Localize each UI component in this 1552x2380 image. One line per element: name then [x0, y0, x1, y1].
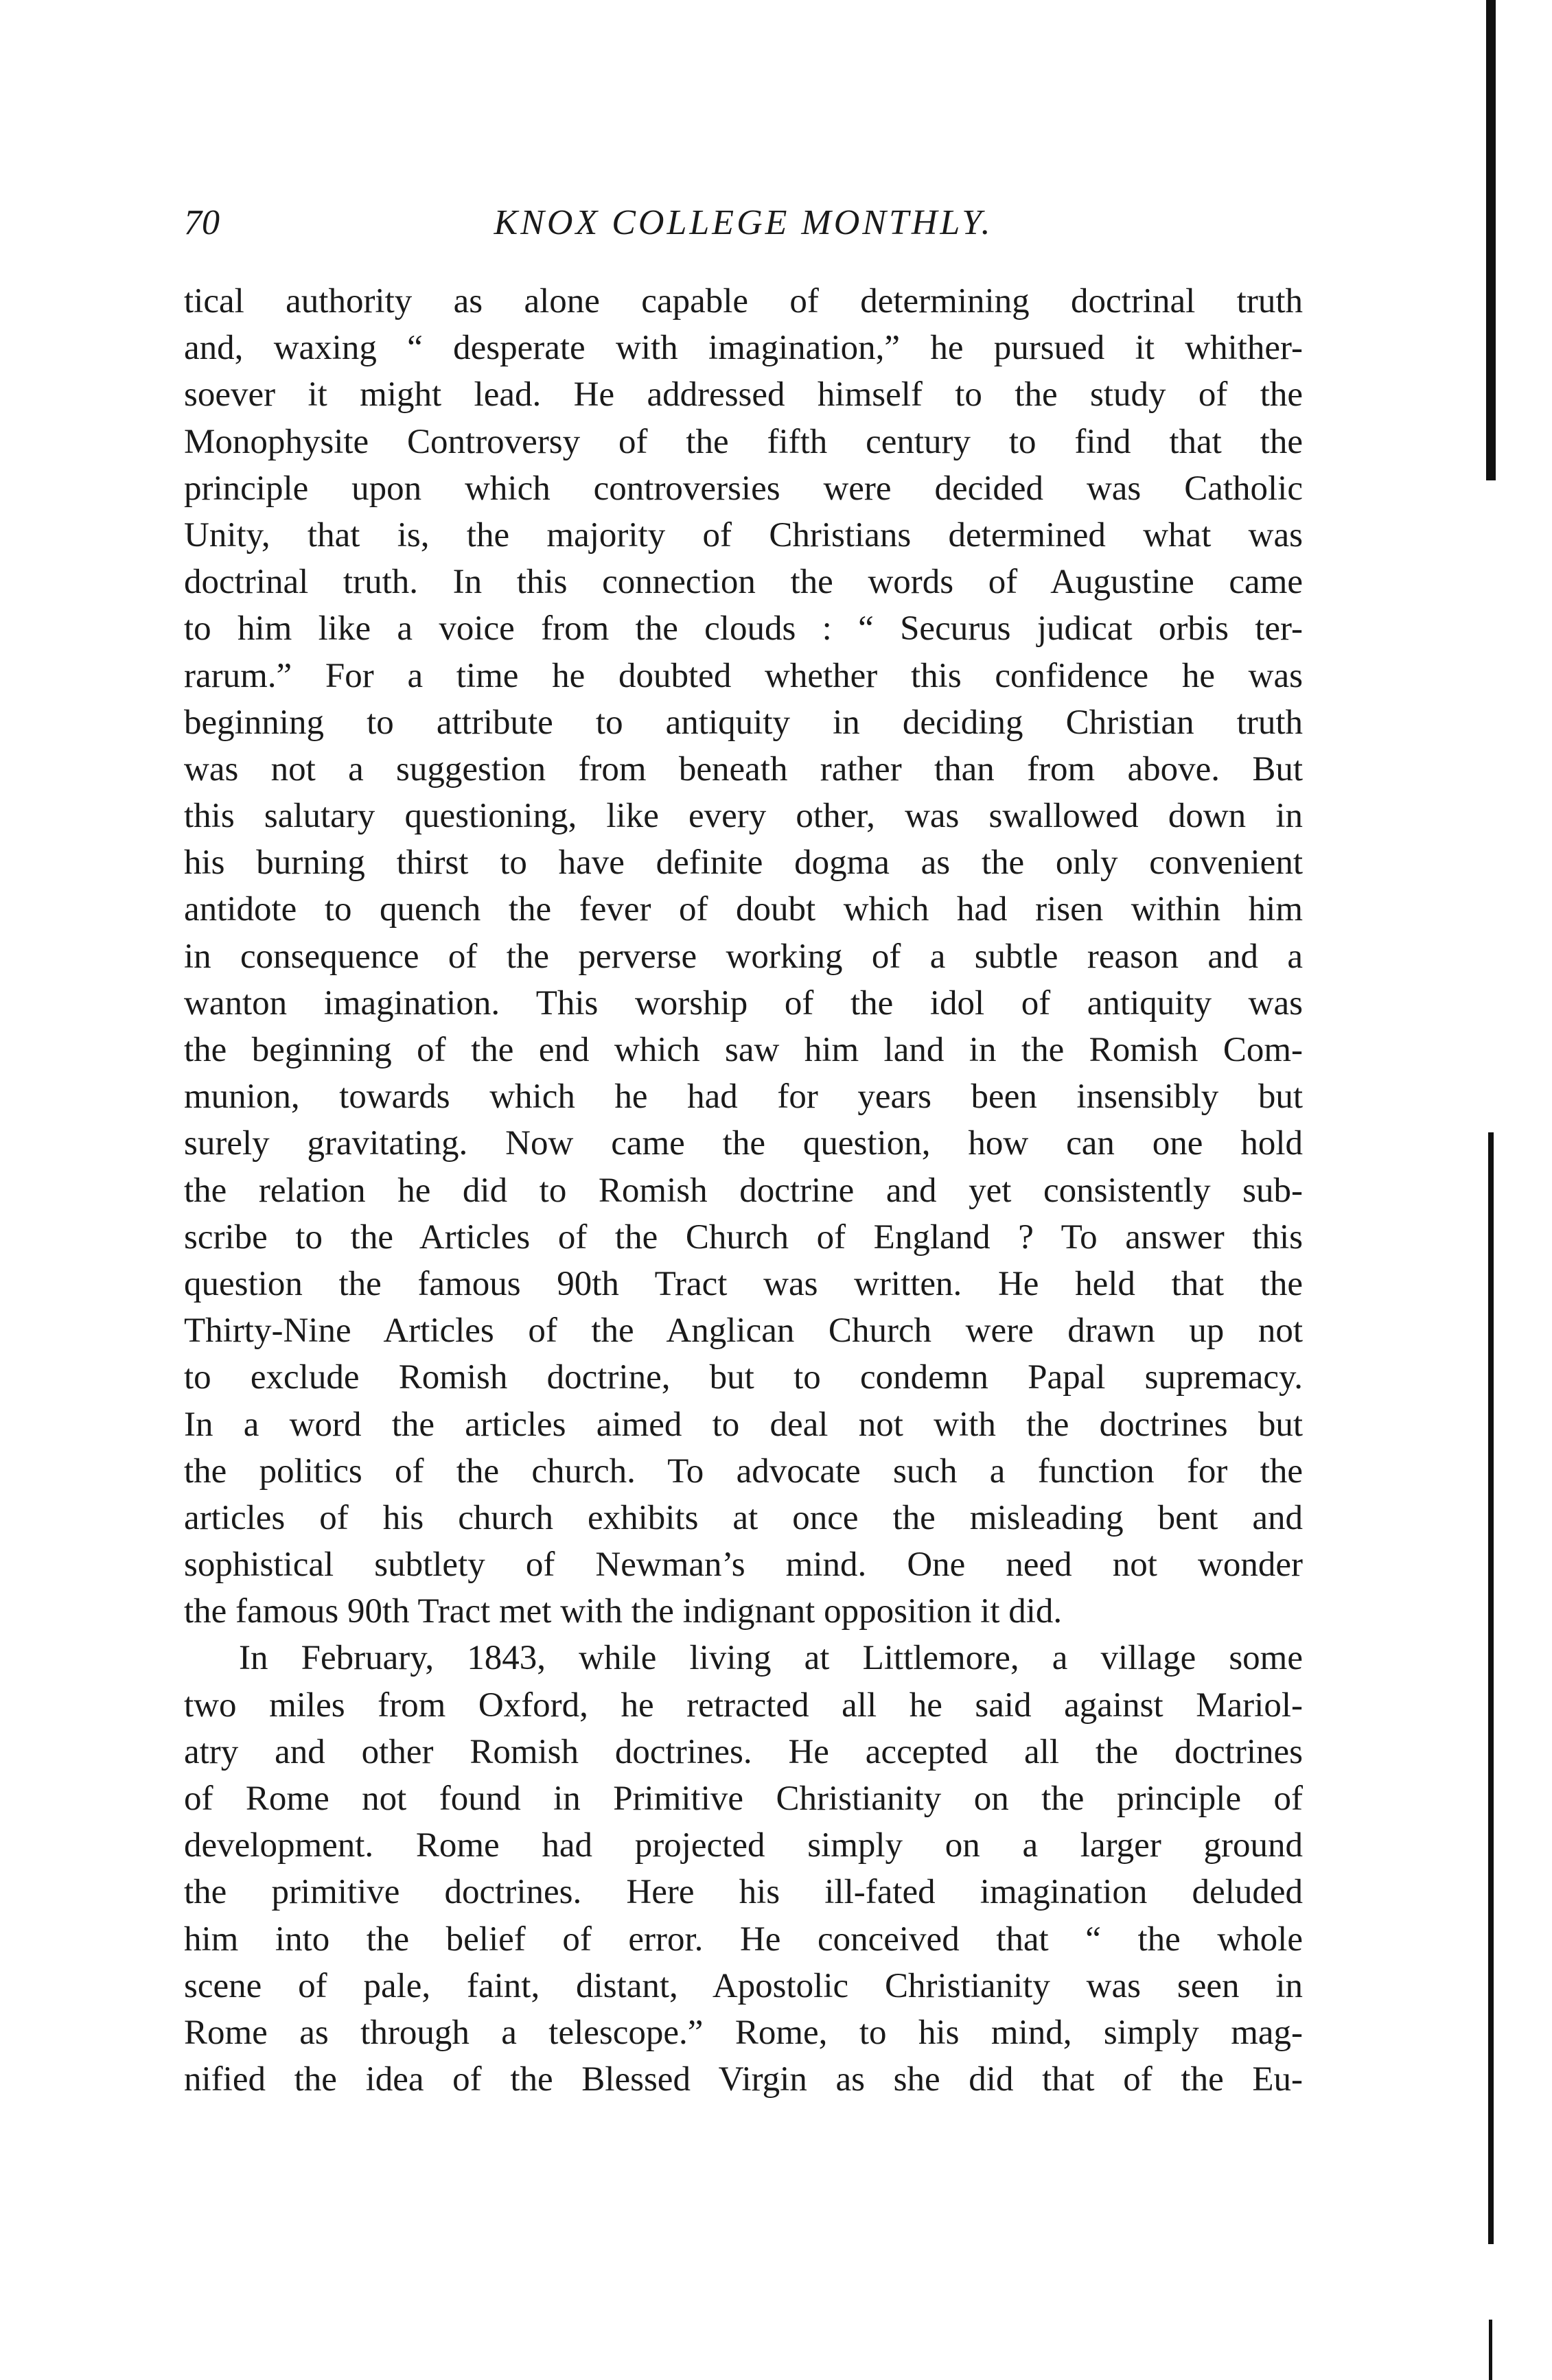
text-line: antidote to quench the fever of doubt which had risen within him: [184, 890, 1303, 929]
text-line: scene of pale, faint, distant, Apostolic Christianity was seen in: [184, 1966, 1303, 2005]
text-line: sophistical subtlety of Newman’s mind. One need not wonder: [184, 1545, 1303, 1585]
running-head: [184, 199, 1303, 247]
text-line: surely gravitating. Now came the question, how can one hold: [184, 1124, 1303, 1163]
text-line: to him like a voice from the clouds : “ Securus judicat orbis ter-: [184, 609, 1303, 649]
binding-shadow-middle: [1488, 1132, 1494, 2244]
text-line: and, waxing “ desperate with imagination,” he pursued it whither-: [184, 329, 1303, 368]
text-line: Rome as through a telescope.” Rome, to his mind, simply mag-: [184, 2013, 1303, 2052]
text-line: Unity, that is, the majority of Christians determined what was: [184, 515, 1303, 555]
text-line: scribe to the Articles of the Church of England ? To answer this: [184, 1217, 1303, 1257]
text-line: rarum.” For a time he doubted whether this confidence he was: [184, 656, 1303, 695]
text-line: question the famous 90th Tract was written. He held that the: [184, 1264, 1303, 1303]
text-line: tical authority as alone capable of determining doctrinal truth: [184, 282, 1303, 320]
text-line: doctrinal truth. In this connection the words of Augustine came: [184, 563, 1303, 602]
text-line: wanton imagination. This worship of the idol of antiquity was: [184, 983, 1303, 1023]
text-line: the relation he did to Romish doctrine and yet consistently sub-: [184, 1171, 1303, 1210]
text-line: the politics of the church. To advocate such a function for the: [184, 1451, 1303, 1491]
text-line: principle upon which controversies were decided was Catholic: [184, 469, 1303, 508]
binding-shadow-top: [1486, 0, 1496, 480]
binding-shadow-bottom: [1489, 2320, 1492, 2380]
text-line: articles of his church exhibits at once the misleading bent and: [184, 1498, 1303, 1537]
text-line: to exclude Romish doctrine, but to condemn Papal supremacy.: [184, 1358, 1303, 1397]
journal-title: KNOX COLLEGE MONTHLY.: [494, 203, 993, 242]
text-line: the beginning of the end which saw him land in the Romish Com-: [184, 1031, 1303, 1069]
text-line: soever it might lead. He addressed himself to the study of the: [184, 375, 1303, 415]
text-line: two miles from Oxford, he retracted all he said against Mariol-: [184, 1685, 1303, 1725]
text-line: atry and other Romish doctrines. He accepted all the doctrines: [184, 1732, 1303, 1771]
text-line: Thirty-Nine Articles of the Anglican Church were drawn up not: [184, 1311, 1303, 1351]
text-line: of Rome not found in Primitive Christianity on the principle of: [184, 1780, 1303, 1818]
text-line: his burning thirst to have definite dogma as the only convenient: [184, 843, 1303, 883]
text-line: Monophysite Controversy of the fifth century to find that the: [184, 422, 1303, 461]
text-line: beginning to attribute to antiquity in deciding Christian truth: [184, 703, 1303, 742]
text-line: in consequence of the perverse working of a subtle reason and a: [184, 937, 1303, 976]
text-line: the primitive doctrines. Here his ill-fated imagination deluded: [184, 1873, 1303, 1912]
text-line: development. Rome had projected simply on a larger ground: [184, 1826, 1303, 1865]
body-text: [184, 278, 1303, 2103]
text-line: the famous 90th Tract met with the indignant opposition it did.: [184, 1592, 1063, 1631]
text-line: In a word the articles aimed to deal not with the doctrines but: [184, 1405, 1303, 1444]
text-line: this salutary questioning, like every other, was swallowed down in: [184, 797, 1303, 836]
text-line: was not a suggestion from beneath rather than from above. But: [184, 749, 1303, 789]
page-number: 70: [184, 203, 220, 242]
text-line: nified the idea of the Blessed Virgin as she did that of the Eu-: [184, 2060, 1303, 2099]
text-line: In February, 1843, while living at Littlemore, a village some: [239, 1639, 1303, 1678]
text-line: him into the belief of error. He conceived that “ the whole: [184, 1920, 1303, 1959]
text-line: munion, towards which he had for years been insensibly but: [184, 1077, 1303, 1117]
binding-edge: [1486, 0, 1514, 2380]
